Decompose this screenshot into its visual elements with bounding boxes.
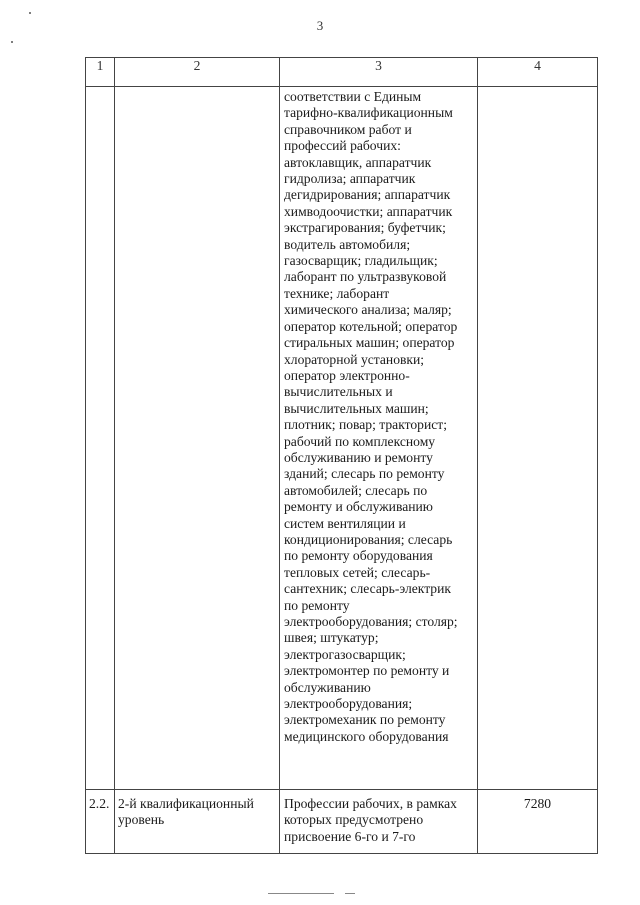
profession-list-line: вычислительных машин;	[284, 400, 429, 416]
profession-list-line: лаборант по ультразвуковой	[284, 269, 447, 285]
profession-list-line: плотник; повар; тракторист;	[284, 417, 448, 433]
scan-mark	[268, 893, 334, 894]
salary-cell: 7280	[478, 790, 598, 854]
profession-list-line: швея; штукатур;	[284, 630, 379, 646]
profession-list-line: тарифно-квалификационным	[284, 105, 453, 121]
profession-list-line: автомобилей; слесарь по	[284, 482, 428, 498]
qualification-level-line: уровень	[118, 812, 165, 828]
profession-list-line: обслуживанию	[284, 679, 371, 695]
profession-list-line: водитель автомобиля;	[284, 236, 411, 252]
profession-list-line: оператор котельной; оператор	[284, 318, 458, 334]
table-row	[86, 790, 598, 854]
profession-list-line: электромеханик по ремонту	[284, 712, 446, 728]
profession-list-line: вычислительных и	[284, 384, 393, 400]
profession-list-line: рабочий по комплексному	[284, 433, 436, 449]
column-number-4: 4	[478, 58, 598, 87]
profession-list-line: автоклавщик, аппаратчик	[284, 154, 432, 170]
profession-list-line: электрооборудования;	[284, 696, 413, 712]
row-number: 2.2.	[86, 790, 115, 854]
profession-list-line: зданий; слесарь по ремонту	[284, 466, 445, 482]
scan-speck	[29, 12, 31, 14]
profession-list-line: справочником работ и	[284, 121, 412, 137]
profession-cell	[280, 790, 478, 854]
qualification-level-cell	[115, 790, 280, 854]
profession-list-line: электрооборудования; столяр;	[284, 614, 458, 629]
profession-list-line: обслуживанию и ремонту	[284, 449, 433, 465]
profession-list-line: химводоочистки; аппаратчик	[284, 203, 453, 219]
profession-line: Профессии рабочих, в рамках	[284, 796, 457, 811]
profession-list-line: химического анализа; маляр;	[284, 302, 452, 318]
profession-list-cell	[280, 87, 478, 790]
profession-list-line: гидролиза; аппаратчик	[284, 171, 416, 187]
profession-list-line: по ремонту	[284, 597, 350, 613]
column-number-1: 1	[86, 58, 115, 87]
column-number-2: 2	[115, 58, 280, 87]
profession-list-line: стиральных машин; оператор	[284, 335, 455, 351]
profession-list-line: экстрагирования; буфетчик;	[284, 220, 446, 236]
profession-list-line: тепловых сетей; слесарь-	[284, 564, 431, 580]
profession-list-line: сантехник; слесарь-электрик	[284, 581, 451, 597]
profession-line: которых предусмотрено	[284, 812, 424, 828]
qualification-level-line: 2-й квалификационный	[118, 796, 254, 811]
profession-list-line: газосварщик; гладильщик;	[284, 253, 438, 269]
profession-list-line: систем вентиляции и	[284, 515, 406, 531]
profession-list-line: профессий рабочих:	[284, 138, 401, 154]
profession-list-line: медицинского оборудования	[284, 728, 449, 744]
profession-list-line: оператор электронно-	[284, 367, 410, 383]
profession-line: присвоение 6-го и 7-го	[284, 828, 416, 844]
column-number-3: 3	[280, 58, 478, 87]
empty-cell	[86, 87, 115, 790]
page-number: 3	[316, 18, 324, 33]
profession-list-line: хлораторной установки;	[284, 351, 425, 367]
empty-cell	[115, 87, 280, 790]
profession-list-line: электрогазосварщик;	[284, 646, 406, 662]
profession-list	[284, 89, 473, 745]
profession-list-line: дегидрирования; аппаратчик	[284, 187, 451, 203]
profession-list-line: соответствии с Единым	[284, 89, 422, 104]
profession-list-line: ремонту и обслуживанию	[284, 499, 433, 515]
profession-list-line: технике; лаборант	[284, 285, 390, 301]
empty-cell	[478, 87, 598, 790]
table-header-row	[86, 58, 598, 87]
table-row	[86, 87, 598, 790]
scan-speck	[11, 41, 13, 43]
profession-list-line: по ремонту оборудования	[284, 548, 433, 564]
profession-list-line: кондиционирования; слесарь	[284, 531, 453, 547]
profession-list-line: электромонтер по ремонту и	[284, 663, 450, 679]
scan-mark	[345, 893, 355, 894]
data-table	[85, 57, 598, 854]
